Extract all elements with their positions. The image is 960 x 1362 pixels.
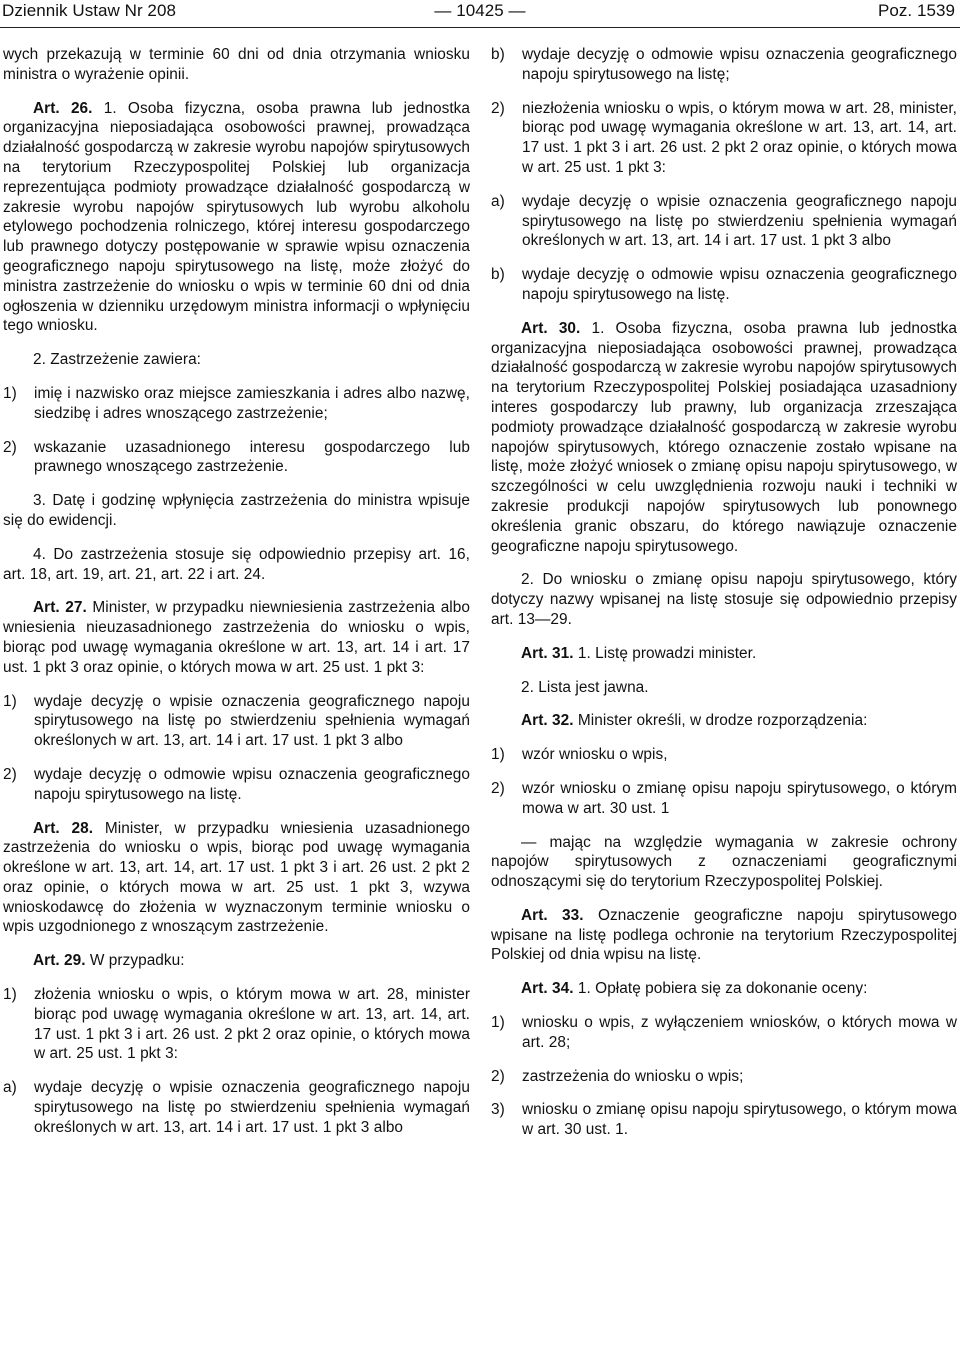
article-33: [491, 906, 957, 965]
article-27: [3, 598, 470, 677]
paragraph-text: 1. Osoba fizyczna, osoba prawna lub jednostka organizacyjna nieposiadająca osobowości prawnej, prowadząca działalność gospodarczą w zakresie wyrobu napojów spirytusowych na terytorium Rzeczypospolitej Polskiej lub organizacja reprezentująca podmioty prowadzące działalność gospodarczą w zakresie wyrobu napojów spirytusowych lub wyrobu alkoholu etylowego pochodzenia rolniczego, której interesu gospodarczego lub prawnego dotyczy postępowanie w sprawie wpisu oznaczenia geograficznego napoju spirytusowego na listę, może złożyć do ministra zastrzeżenie do wniosku o wpis w terminie 60 dni od dnia ogłoszenia w dzienniku urzędowym ministra informacji o wpłynięciu tego wniosku.: [3, 99, 471, 335]
list-item: [3, 765, 470, 805]
article-28: [3, 819, 470, 938]
article-label: Art. 30.: [521, 319, 581, 337]
article-32: [491, 711, 957, 731]
list-text: niezłożenia wniosku o wpis, o którym mowa w art. 28, minister, biorąc pod uwagę wymagania określone w art. 13, art. 14, art. 17 ust. 1 pkt 3 i art. 26 ust. 2 pkt 2 oraz opinie, o których mowa w art. 25 ust. 1 pkt 3:: [522, 99, 957, 176]
list-item: [3, 438, 470, 478]
list-letter: b): [491, 266, 505, 284]
list-text: wydaje decyzję o odmowie wpisu oznaczenia geograficznego napoju spirytusowego na listę;: [522, 46, 957, 83]
page-header: [0, 0, 960, 30]
list-text: wydaje decyzję o odmowie wpisu oznaczenia geograficznego napoju spirytusowego na listę.: [34, 765, 470, 803]
list-number: 1): [3, 692, 17, 710]
list-text: wniosku o wpis, z wyłączeniem wniosków, o których mowa w art. 28;: [522, 1014, 957, 1051]
position-number: Poz. 1539: [877, 1, 955, 20]
journal-title: Dziennik Ustaw Nr 208: [2, 1, 176, 20]
list-number: 1): [3, 986, 17, 1004]
article-30-para-1: [491, 319, 957, 557]
paragraph-text: Minister, w przypadku wniesienia uzasadnionego zastrzeżenia do wniosku o wpis, biorąc pod uwagę wymagania określone w art. 13, art. 14, art. 17 ust. 1 pkt 3 i art. 26 ust. 2 pkt 2 oraz opinie, o których mowa w art. 25 ust. 1 pkt 3, wzywa wnioskodawcę do złożenia w wyznaczonym terminie wniosku o wpis uzgodnionego z wnoszącym zastrzeżenie.: [3, 819, 470, 936]
list-text: wydaje decyzję o wpisie oznaczenia geograficznego napoju spirytusowego na listę po stwierdzeniu spełnienia wymagań określonych w art. 13, art. 14 i art. 17 ust. 1 pkt 3 albo: [34, 1079, 470, 1136]
article-32-closing: — mając na względzie wymagania w zakresie ochrony napojów spirytusowych z oznaczeniami geograficznymi odnoszącymi się do terytorium Rzeczypospolitej Polskiej.: [491, 833, 957, 891]
article-31-para-1: [491, 644, 957, 664]
list-text: wydaje decyzję o wpisie oznaczenia geograficznego napoju spirytusowego na listę po stwierdzeniu spełnienia wymagań określonych w art. 13, art. 14 i art. 17 ust. 1 pkt 3 albo: [522, 192, 957, 250]
list-text: złożenia wniosku o wpis, o którym mowa w art. 28, minister biorąc pod uwagę wymagania określone w art. 13, art. 14, art. 17 ust. 1 pkt 3 i art. 26 ust. 2 pkt 2 oraz opinie, o których mowa w art. 25 ust. 1 pkt 3:: [34, 986, 470, 1063]
list-number: 1): [491, 1014, 505, 1032]
list-item: [3, 985, 470, 1064]
list-number: 1): [3, 384, 17, 402]
article-label: Art. 26.: [33, 99, 93, 117]
right-column: [491, 45, 957, 1154]
article-label: Art. 33.: [521, 906, 584, 924]
list-number: 2): [3, 765, 17, 783]
list-item: [491, 99, 957, 178]
list-text: wzór wniosku o wpis,: [522, 746, 668, 764]
list-subitem: [3, 1078, 470, 1137]
paragraph-text: 1. Osoba fizyczna, osoba prawna lub jednostka organizacyjna nieposiadająca osobowości prawnej, prowadząca działalność gospodarczą w zakresie wyrobu napojów spirytusowych na terytorium Rzeczypospolitej Polskiej posiadająca uzasadniony interes gospodarczy lub prawny, lub organizacja zrzeszająca podmioty prowadzące działalność gospodarczą w zakresie wyrobu napojów spirytusowych, którego oznaczenie zostało wpisane na listę, może złożyć wniosek o zmianę opisu napoju spirytusowego, w szczególności w celu uwzględnienia rozwoju nauki i techniki w zakresie produkcji napojów spirytusowych lub ponownego określenia granic obszaru, do którego nawiązuje oznaczenie geograficzne napoju spirytusowego.: [491, 319, 958, 555]
list-text: wzór wniosku o zmianę opisu napoju spirytusowego, o którym mowa w art. 30 ust. 1: [522, 779, 957, 817]
article-26-para-4: 4. Do zastrzeżenia stosuje się odpowiednio przepisy art. 16, art. 18, art. 19, art. 21, art. 22 i art. 24.: [3, 545, 470, 583]
article-label: Art. 34.: [521, 980, 574, 998]
paragraph-text: W przypadku:: [89, 952, 185, 970]
article-26-para-3: 3. Datę i godzinę wpłynięcia zastrzeżenia do ministra wpisuje się do ewidencji.: [3, 492, 470, 529]
list-item: [491, 779, 957, 819]
article-label: Art. 32.: [521, 712, 574, 730]
list-number: 3): [491, 1101, 505, 1119]
list-letter: a): [491, 192, 505, 210]
article-label: Art. 31.: [521, 644, 574, 662]
list-number: 2): [491, 99, 505, 117]
list-text: zastrzeżenia do wniosku o wpis;: [522, 1067, 744, 1085]
list-number: 2): [491, 1067, 505, 1085]
list-text: wniosku o zmianę opisu napoju spirytusowego, o którym mowa w art. 30 ust. 1.: [522, 1101, 957, 1139]
list-number: 1): [491, 746, 505, 764]
article-label: Art. 27.: [33, 599, 87, 617]
paragraph: wych przekazują w terminie 60 dni od dnia otrzymania wniosku ministra o wyrażenie opinii.: [3, 46, 470, 83]
header-rule: [0, 27, 960, 28]
article-30-para-2: 2. Do wniosku o zmianę opisu napoju spirytusowego, który dotyczy nazwy wpisanej na listę stosuje się odpowiednio przepisy art. 13—29.: [491, 571, 957, 628]
list-item: [491, 745, 957, 765]
list-text: wydaje decyzję o odmowie wpisu oznaczenia geograficznego napoju spirytusowego na listę.: [522, 266, 957, 303]
list-text: wskazanie uzasadnionego interesu gospodarczego lub prawnego wnoszącego zastrzeżenie.: [34, 438, 470, 476]
list-item: [3, 384, 470, 424]
list-number: 2): [3, 438, 17, 456]
article-34: [491, 979, 957, 999]
list-number: 2): [491, 779, 505, 797]
article-31-para-2: 2. Lista jest jawna.: [521, 678, 649, 696]
list-item: [3, 692, 470, 751]
list-letter: b): [491, 46, 505, 63]
list-item: [491, 1013, 957, 1053]
list-text: imię i nazwisko oraz miejsce zamieszkania i adres albo nazwę, siedzibę i adres wnoszącego zastrzeżenie;: [34, 384, 470, 422]
article-26-para-2: 2. Zastrzeżenie zawiera:: [33, 351, 202, 369]
list-subitem: [491, 45, 957, 85]
list-item: [491, 1067, 957, 1087]
page-number: — 10425 —: [434, 1, 526, 20]
list-subitem: [491, 265, 957, 305]
article-label: Art. 28.: [33, 819, 94, 837]
list-letter: a): [3, 1079, 17, 1097]
paragraph-text: 1. Listę prowadzi minister.: [577, 644, 757, 662]
paragraph-text: 1. Opłatę pobiera się za dokonanie oceny:: [577, 980, 868, 998]
article-29: [3, 951, 470, 971]
left-column: [3, 45, 470, 1152]
list-subitem: [491, 192, 957, 251]
paragraph-text: Minister określi, w drodze rozporządzenia:: [577, 712, 868, 730]
list-text: wydaje decyzję o wpisie oznaczenia geograficznego napoju spirytusowego na listę po stwierdzeniu spełnienia wymagań określonych w art. 13, art. 14 i art. 17 ust. 1 pkt 3 albo: [34, 692, 470, 750]
article-label: Art. 29.: [33, 952, 86, 970]
article-26-para-1: [3, 99, 470, 337]
paragraph-text: Oznaczenie geograficzne napoju spirytusowego wpisane na listę podlega ochronie na terytorium Rzeczypospolitej Polskiej od dnia wpisu na listę.: [491, 906, 958, 964]
paragraph-text: Minister, w przypadku niewniesienia zastrzeżenia albo wniesienia nieuzasadnionego zastrzeżenia do wniosku o wpis, biorąc pod uwagę wymagania określone w art. 13, art. 14 i art. 17 ust. 1 pkt 3 oraz opinie, o których mowa w art. 25 ust. 1 pkt 3:: [3, 599, 471, 676]
list-item: [491, 1100, 957, 1140]
